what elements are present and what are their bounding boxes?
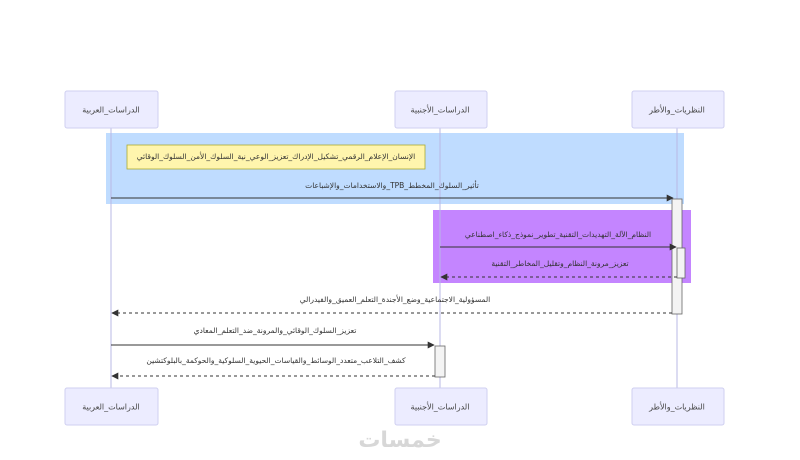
message-6 — [112, 356, 435, 376]
actor-label: النظريات_والأطر — [649, 105, 705, 115]
message-label: المسؤولية_الاجتماعية_وضع_الأجندة_التعلم_العميق_والفيدرالي — [299, 295, 491, 304]
actor-top-arab — [65, 91, 158, 128]
activation-foreign — [435, 346, 445, 377]
actor-label: الدراسات_العربية — [82, 105, 140, 115]
message-4 — [112, 294, 672, 313]
actor-label: الدراسات_الأجنبية — [410, 105, 470, 115]
message-label: كشف_التلاعب_متعدد_الوسائط_والقياسات_الحيوية_السلوكية_والحوكمة_بالبلوكتشين — [146, 356, 406, 365]
note-text: الإنسان_الإعلام_الرقمي_تشكيل_الإدراك_تعزيز_الوعي_نية_السلوك_الأمن_السلوك_الوقائي — [136, 152, 416, 161]
note — [127, 145, 425, 169]
actor-bottom-foreign — [395, 388, 487, 425]
actor-label: الدراسات_العربية — [82, 402, 140, 412]
watermark-logo: خمسات — [358, 428, 442, 453]
actor-top-theory — [632, 91, 724, 128]
actor-label: الدراسات_الأجنبية — [410, 402, 470, 412]
actor-top-foreign — [395, 91, 487, 128]
message-label: تعزيز_السلوك_الوقائي_والمرونة_ضد_التعلم_المعادي — [193, 326, 357, 335]
message-5 — [111, 326, 434, 345]
actor-label: النظريات_والأطر — [649, 402, 705, 412]
message-label: والاستخدامات_والإشباعات_TPB_تأثير_السلوك_المخطط — [305, 181, 479, 190]
actor-bottom-theory — [632, 388, 724, 425]
activation-theory-inner — [677, 248, 685, 278]
actor-bottom-arab — [65, 388, 158, 425]
message-label: تعزيز_مرونة_النظام_وتقليل_المخاطر_التقنية — [491, 259, 629, 268]
message-label: النظام_الآلة_التهديدات_التقنية_تطوير_نموذج_ذكاء_اصطناعي — [464, 230, 652, 239]
